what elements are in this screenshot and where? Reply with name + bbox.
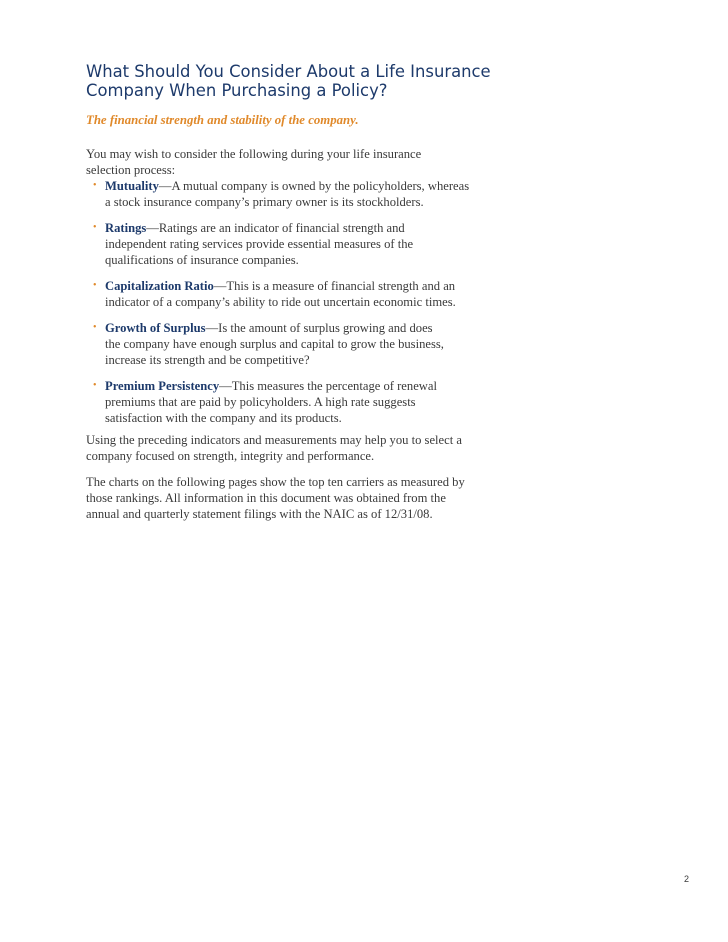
definition-line: indicator of a company’s ability to ride out uncertain economic times.	[105, 295, 456, 309]
term-ratings: Ratings	[105, 221, 147, 235]
definition-line: the company have enough surplus and capital to grow the business,	[105, 337, 444, 351]
definition-line: premiums that are paid by policyholders. A high rate suggests	[105, 395, 416, 409]
intro-line-2: selection process:	[86, 163, 176, 177]
definition-line: —This measures the percentage of renewal	[219, 379, 437, 393]
paragraph-line: The charts on the following pages show the top ten carriers as measured by	[86, 475, 465, 489]
bullet-icon: •	[93, 322, 97, 333]
page-title-line-2: Company When Purchasing a Policy?	[86, 81, 388, 100]
term-mutuality: Mutuality	[105, 179, 159, 193]
page-title	[86, 62, 491, 100]
paragraph-indicators	[86, 432, 486, 464]
definition-line: independent rating services provide essential measures of the	[105, 237, 414, 251]
main-content	[86, 62, 491, 532]
list-item-premium-persistency	[86, 378, 486, 426]
definition-line: —Ratings are an indicator of financial strength and	[146, 221, 405, 235]
bullet-icon: •	[93, 380, 97, 391]
paragraph-line: those rankings. All information in this document was obtained from the	[86, 491, 446, 505]
definition-line: satisfaction with the company and its products.	[105, 411, 342, 425]
paragraph-charts-info	[86, 474, 486, 522]
paragraph-line: Using the preceding indicators and measurements may help you to select a	[86, 433, 462, 447]
definition-line: —This is a measure of financial strength and an	[213, 279, 456, 293]
definition-line: qualifications of insurance companies.	[105, 253, 299, 267]
intro-line-1: You may wish to consider the following during your life insurance	[86, 147, 422, 161]
definition-line: a stock insurance company’s primary owner is its stockholders.	[105, 195, 424, 209]
paragraph-line: annual and quarterly statement filings with the NAIC as of 12/31/08.	[86, 507, 433, 521]
intro-paragraph	[86, 146, 486, 178]
definition-line: —A mutual company is owned by the policyholders, whereas	[158, 179, 470, 193]
page-number: 2	[684, 874, 690, 884]
list-item-mutuality	[86, 178, 486, 210]
bullet-icon: •	[93, 180, 97, 191]
consideration-list	[86, 178, 486, 426]
list-item-ratings	[86, 220, 486, 268]
list-item-growth-of-surplus	[86, 320, 486, 368]
definition-line: increase its strength and be competitive?	[105, 353, 310, 367]
bullet-icon: •	[93, 222, 97, 233]
page-subtitle: The financial strength and stability of the company.	[86, 113, 359, 127]
paragraph-line: company focused on strength, integrity and performance.	[86, 449, 375, 463]
list-item-capitalization-ratio	[86, 278, 486, 310]
bullet-icon: •	[93, 280, 97, 291]
term-capitalization-ratio: Capitalization Ratio	[105, 279, 214, 293]
definition-line: —Is the amount of surplus growing and does	[205, 321, 433, 335]
term-growth-of-surplus: Growth of Surplus	[105, 321, 206, 335]
page-title-line-1: What Should You Consider About a Life Insurance	[86, 62, 491, 81]
term-premium-persistency: Premium Persistency	[105, 379, 220, 393]
